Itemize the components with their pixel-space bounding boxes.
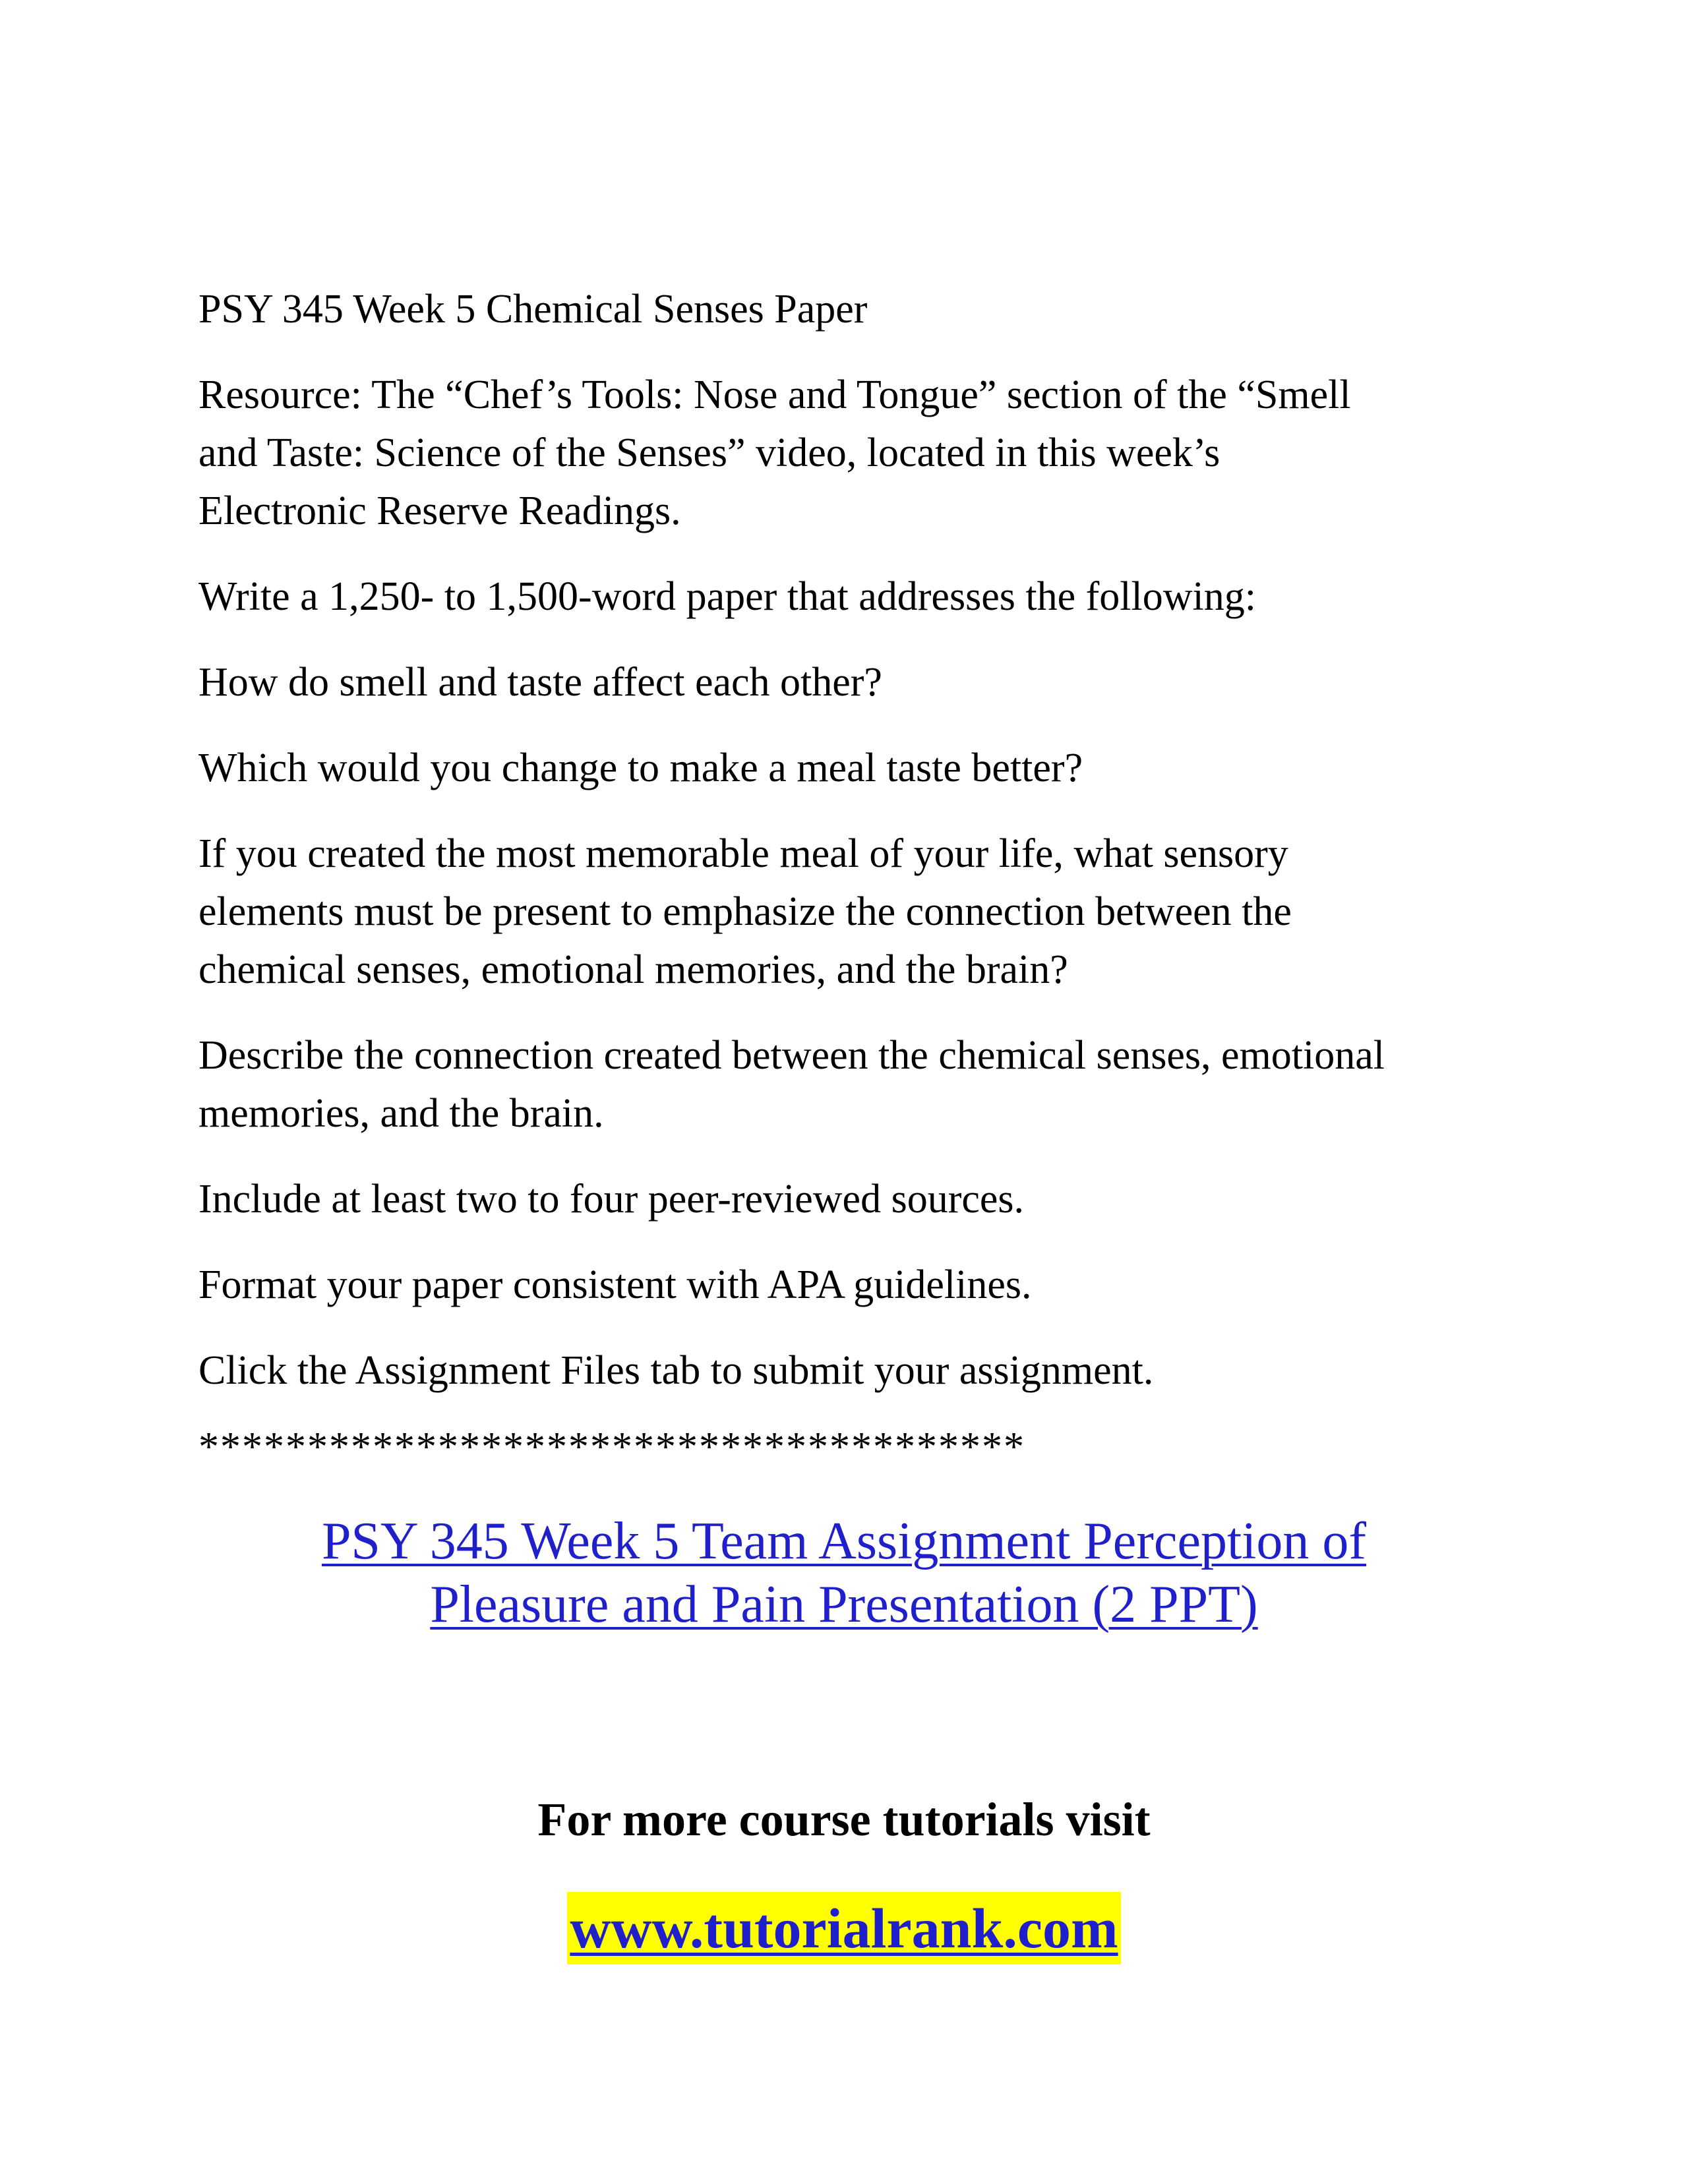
document-body [198, 280, 1504, 1467]
describe-line: memories, and the brain. [198, 1091, 604, 1136]
site-link-wrap [0, 1892, 1688, 1964]
resource-line: and Taste: Science of the Senses” video, located in this week’s [198, 430, 1221, 475]
describe-line: Describe the connection created between the chemical senses, emotional [198, 1033, 1385, 1078]
format-requirement: Format your paper consistent with APA guidelines. [198, 1262, 1032, 1307]
document-title: PSY 345 Week 5 Chemical Senses Paper [198, 287, 868, 332]
question-smell-taste: How do smell and taste affect each other? [198, 660, 882, 705]
sources-requirement: Include at least two to four peer-reviewed sources. [198, 1177, 1025, 1222]
next-assignment-link-block [0, 1510, 1688, 1636]
describe-connection [198, 1026, 1504, 1142]
question-line: elements must be present to emphasize the connection between the [198, 889, 1292, 934]
next-assignment-link-line[interactable]: PSY 345 Week 5 Team Assignment Perception of [321, 1512, 1367, 1570]
submit-instruction: Click the Assignment Files tab to submit your assignment. [198, 1348, 1154, 1393]
question-line: If you created the most memorable meal of your life, what sensory [198, 831, 1288, 876]
promo-text: For more course tutorials visit [537, 1793, 1151, 1846]
question-memorable-meal [198, 825, 1504, 999]
resource-line: Electronic Reserve Readings. [198, 488, 681, 533]
resource-paragraph [198, 366, 1504, 540]
question-meal-taste: Which would you change to make a meal taste better? [198, 746, 1083, 790]
separator-stars: ************************************** [198, 1425, 1025, 1469]
next-assignment-link-line[interactable]: Pleasure and Pain Presentation (2 PPT) [430, 1576, 1258, 1634]
site-link[interactable]: www.tutorialrank.com [567, 1892, 1120, 1964]
question-line: chemical senses, emotional memories, and the brain? [198, 947, 1068, 992]
instruction-text: Write a 1,250- to 1,500-word paper that addresses the following: [198, 574, 1256, 619]
resource-line: Resource: The “Chef’s Tools: Nose and Tongue” section of the “Smell [198, 372, 1351, 417]
next-assignment-link[interactable] [0, 1510, 1688, 1636]
